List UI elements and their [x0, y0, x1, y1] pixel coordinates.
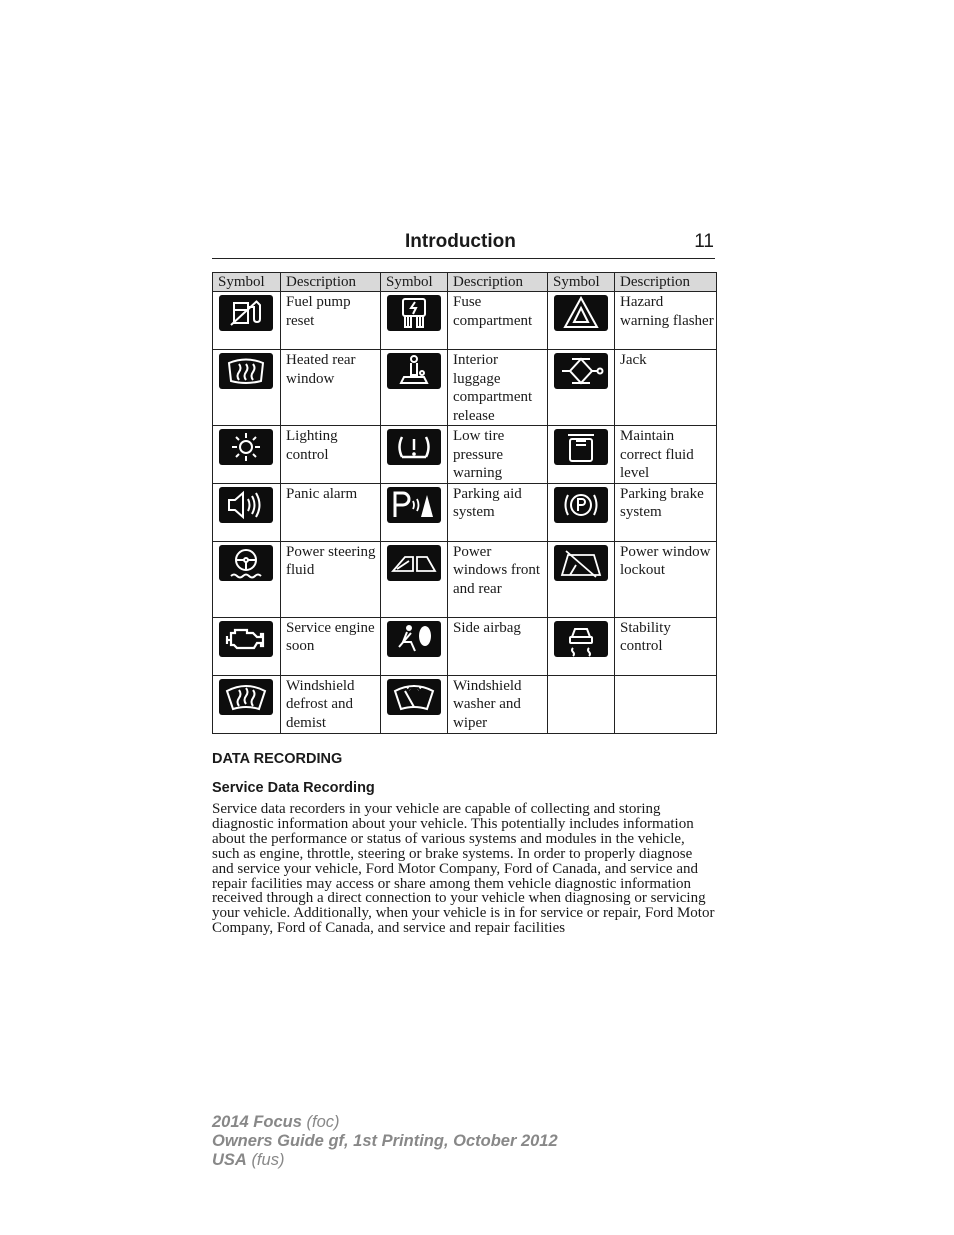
footer-guide: Owners Guide gf, 1st Printing, October 2012	[212, 1132, 558, 1150]
table-row	[213, 483, 717, 541]
column-header: Description	[615, 273, 717, 292]
fuse-icon	[387, 295, 441, 331]
panic-alarm-icon	[219, 487, 273, 523]
section-subheading: Service Data Recording	[212, 780, 375, 796]
description-cell: Side airbag	[448, 617, 548, 675]
description-cell: Interior luggage compartment release	[448, 350, 548, 426]
interior-luggage-release-icon	[387, 353, 441, 389]
description-cell: Jack	[615, 350, 717, 426]
parking-aid-icon	[387, 487, 441, 523]
maintain-fluid-level-icon	[554, 429, 608, 465]
description-cell: Power steering fluid	[281, 541, 381, 617]
lighting-control-icon	[219, 429, 273, 465]
low-tire-pressure-icon	[387, 429, 441, 465]
fuel-pump-reset-icon	[219, 295, 273, 331]
page-footer	[212, 1113, 558, 1170]
table-row	[213, 426, 717, 484]
description-cell: Power window lockout	[615, 541, 717, 617]
description-cell: Parking aid system	[448, 483, 548, 541]
column-header: Description	[448, 273, 548, 292]
empty-cell	[548, 675, 615, 733]
description-cell: Fuel pump reset	[281, 292, 381, 350]
jack-icon	[554, 353, 608, 389]
description-cell: Power windows front and rear	[448, 541, 548, 617]
description-cell: Service engine soon	[281, 617, 381, 675]
empty-cell	[615, 675, 717, 733]
parking-brake-icon	[554, 487, 608, 523]
section-heading: DATA RECORDING	[212, 751, 343, 767]
column-header: Symbol	[213, 273, 281, 292]
description-cell: Panic alarm	[281, 483, 381, 541]
stability-control-icon	[554, 621, 608, 657]
power-steering-fluid-icon	[219, 545, 273, 581]
description-cell: Windshield defrost and demist	[281, 675, 381, 733]
power-windows-icon	[387, 545, 441, 581]
footer-model: 2014 Focus	[212, 1113, 302, 1131]
table-row	[213, 350, 717, 426]
table-row	[213, 292, 717, 350]
table-header-row	[213, 273, 717, 292]
windshield-defrost-icon	[219, 679, 273, 715]
power-window-lockout-icon	[554, 545, 608, 581]
description-cell: Stability control	[615, 617, 717, 675]
hazard-warning-icon	[554, 295, 608, 331]
table-row	[213, 617, 717, 675]
service-engine-icon	[219, 621, 273, 657]
footer-model-code: (foc)	[306, 1113, 340, 1131]
table-row	[213, 541, 717, 617]
windshield-washer-icon	[387, 679, 441, 715]
side-airbag-icon	[387, 621, 441, 657]
column-header: Description	[281, 273, 381, 292]
footer-region: USA	[212, 1151, 247, 1169]
description-cell: Maintain correct fluid level	[615, 426, 717, 484]
page-header	[212, 230, 715, 259]
column-header: Symbol	[548, 273, 615, 292]
description-cell: Lighting control	[281, 426, 381, 484]
column-header: Symbol	[381, 273, 448, 292]
table-row	[213, 675, 717, 733]
description-cell: Hazard warning flasher	[615, 292, 717, 350]
description-cell: Windshield washer and wiper	[448, 675, 548, 733]
heated-rear-window-icon	[219, 353, 273, 389]
page-title: Introduction	[405, 231, 516, 252]
footer-region-code: (fus)	[251, 1151, 285, 1169]
description-cell: Fuse compartment	[448, 292, 548, 350]
description-cell: Parking brake system	[615, 483, 717, 541]
description-cell: Low tire pressure warning	[448, 426, 548, 484]
symbol-table	[212, 272, 717, 734]
page-number: 11	[694, 231, 714, 252]
body-paragraph: Service data recorders in your vehicle are capable of collecting and storing diagnostic information about your vehicle. This potentially includes information about the performance or status of various systems and modules in the vehicle, such as engine, throttle, steering or brake systems. In order to properly diagnose and service your vehicle, Ford Motor Company, Ford of Canada, and service and repair facilities may access or share among them vehicle diagnostic information received through a direct connection to your vehicle when diagnosing or servicing your vehicle. Additionally, when your vehicle is in for service or repair, Ford Motor Company, Ford of Canada, and service and repair facilities	[212, 801, 715, 937]
description-cell: Heated rear window	[281, 350, 381, 426]
